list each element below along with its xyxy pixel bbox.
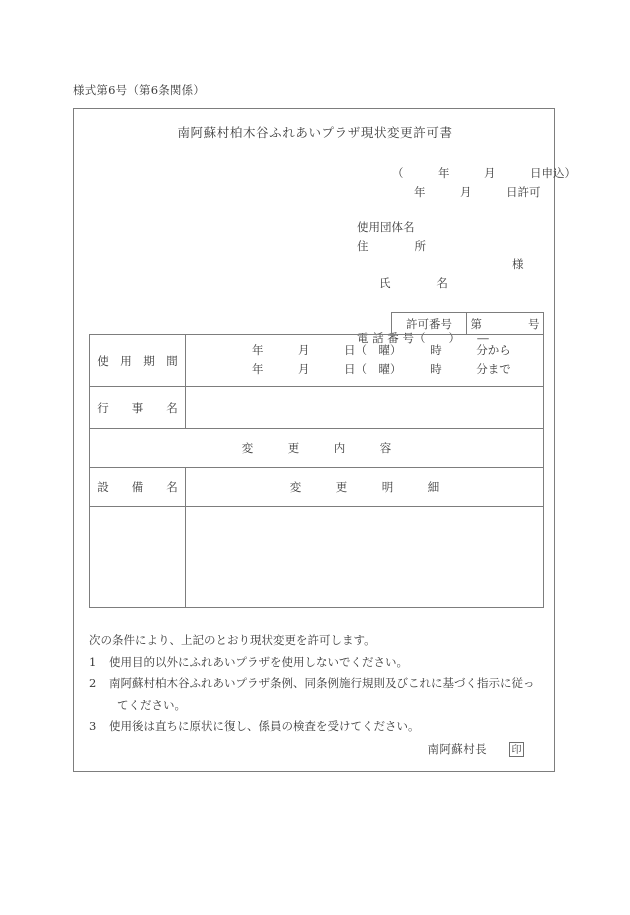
condition-text: 使用目的以外にふれあいプラザを使用しないでください。 xyxy=(109,654,408,669)
application-date-line: （ 年 月 日申込） xyxy=(392,166,576,180)
applicant-phone-label: 電 話 番 号（ ） ― xyxy=(357,331,489,345)
condition-text-continuation: てください。 xyxy=(117,697,186,712)
applicant-group-label: 使用団体名 xyxy=(357,220,415,234)
event-name-label: 行 事 名 xyxy=(90,387,186,429)
page-title: 南阿蘇村柏木谷ふれあいプラザ現状変更許可書 xyxy=(177,125,453,140)
condition-number: 2 xyxy=(89,676,97,690)
usage-period-label: 使 用 期 間 xyxy=(90,335,186,387)
table-row-change-detail-header xyxy=(90,468,544,507)
seal-stamp-icon: 印 xyxy=(509,742,524,757)
conditions-intro: 次の条件により、上記のとおり現状変更を許可します。 xyxy=(89,633,376,647)
table-row-change-content xyxy=(90,429,544,468)
change-detail-value[interactable] xyxy=(186,507,544,608)
table-row-change-detail-body xyxy=(90,507,544,608)
change-content-header: 変 更 内 容 xyxy=(90,429,544,468)
table-row-usage-period xyxy=(90,335,544,387)
change-detail-header: 変 更 明 細 xyxy=(186,468,544,507)
condition-item-2 xyxy=(89,673,544,716)
permit-number-label: 許可番号 xyxy=(392,313,467,334)
condition-item-3 xyxy=(89,716,544,738)
condition-number: 1 xyxy=(89,654,97,669)
applicant-name-honorific: 様 xyxy=(512,257,524,271)
usage-period-end-line: 年 月 日（ 曜） 時 分まで xyxy=(252,362,511,376)
form-number: 様式第6号（第6条関係） xyxy=(73,83,206,97)
date-block xyxy=(74,164,576,202)
table-row-event-name xyxy=(90,387,544,429)
equipment-name-label: 設 備 名 xyxy=(90,468,186,507)
applicant-name-label: 氏 名 xyxy=(378,275,448,290)
equipment-name-value[interactable] xyxy=(90,507,186,608)
form-table xyxy=(89,334,544,608)
applicant-address-label: 住 所 xyxy=(357,238,426,253)
usage-period-value-cell[interactable] xyxy=(186,335,544,387)
signing-authority: 南阿蘇村長 xyxy=(427,742,487,756)
condition-number: 3 xyxy=(89,719,97,733)
condition-text: 南阿蘇村柏木谷ふれあいプラザ条例、同条例施行規則及びこれに基づく指示に従っ xyxy=(109,676,535,690)
permit-number-value[interactable]: 第 号 xyxy=(470,316,540,331)
document-frame xyxy=(73,108,576,772)
permit-number-box xyxy=(391,312,544,334)
permission-date-line: 年 月 日許可 xyxy=(414,185,541,199)
event-name-value[interactable] xyxy=(186,387,544,429)
usage-period-start-line: 年 月 日（ 曜） 時 分から xyxy=(252,343,511,357)
condition-text: 使用後は直ちに原状に復し、係員の検査を受けてください。 xyxy=(109,719,420,733)
conditions-section xyxy=(89,630,544,738)
condition-item-1 xyxy=(89,652,544,674)
